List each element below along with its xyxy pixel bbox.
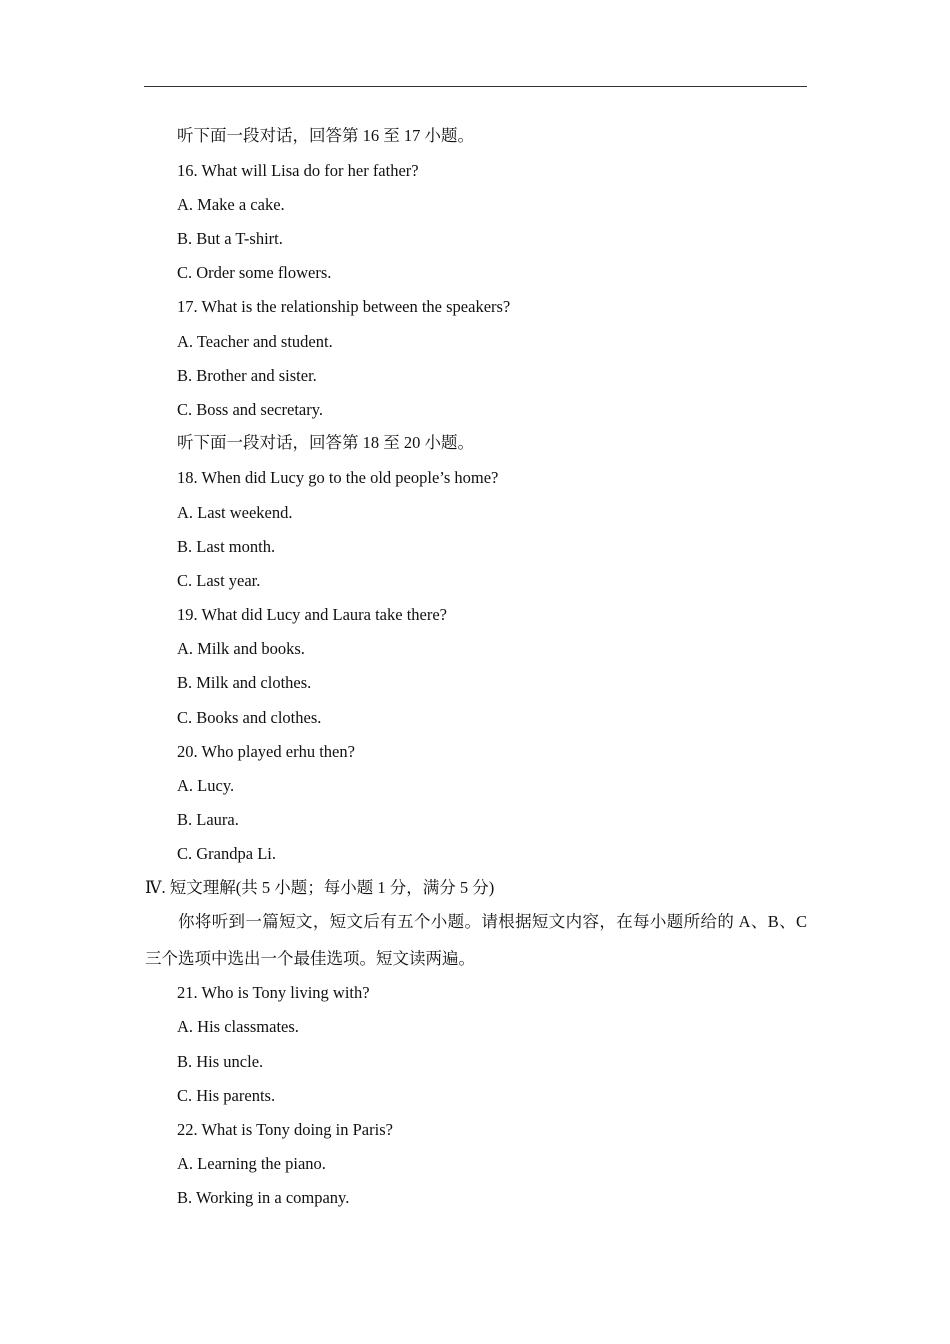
option-20-b: B. Laura. bbox=[177, 810, 239, 829]
option-17-b: B. Brother and sister. bbox=[177, 366, 317, 385]
option-22-b: B. Working in a company. bbox=[177, 1188, 350, 1207]
option-18-a: A. Last weekend. bbox=[177, 503, 293, 522]
question-18: 18. When did Lucy go to the old people’s home? bbox=[177, 468, 499, 487]
option-21-b: B. His uncle. bbox=[177, 1052, 264, 1071]
option-21-a: A. His classmates. bbox=[177, 1017, 299, 1036]
option-20-a: A. Lucy. bbox=[177, 776, 235, 795]
option-19-c: C. Books and clothes. bbox=[177, 708, 322, 727]
question-21: 21. Who is Tony living with? bbox=[177, 983, 370, 1002]
header-rule bbox=[144, 86, 807, 87]
option-20-c: C. Grandpa Li. bbox=[177, 844, 276, 863]
question-20: 20. Who played erhu then? bbox=[177, 742, 355, 761]
option-18-c: C. Last year. bbox=[177, 571, 261, 590]
option-16-a: A. Make a cake. bbox=[177, 195, 285, 214]
question-19: 19. What did Lucy and Laura take there? bbox=[177, 605, 447, 624]
option-22-a: A. Learning the piano. bbox=[177, 1154, 326, 1173]
option-19-a: A. Milk and books. bbox=[177, 639, 305, 658]
question-16: 16. What will Lisa do for her father? bbox=[177, 161, 419, 180]
option-17-c: C. Boss and secretary. bbox=[177, 400, 324, 419]
option-16-b: B. But a T-shirt. bbox=[177, 229, 283, 248]
option-18-b: B. Last month. bbox=[177, 537, 276, 556]
section-instructions: 你将听到一篇短文，短文后有五个小题。请根据短文内容，在每小题所给的 A、B、C 三个选项中选出一个最佳选项。短文读两遍。 bbox=[145, 912, 807, 968]
option-19-b: B. Milk and clothes. bbox=[177, 673, 312, 692]
question-17: 17. What is the relationship between the speakers? bbox=[177, 297, 511, 316]
section-heading: Ⅳ. 短文理解(共 5 小题；每小题 1 分，满分 5 分) bbox=[145, 878, 495, 897]
option-21-c: C. His parents. bbox=[177, 1086, 276, 1105]
question-22: 22. What is Tony doing in Paris? bbox=[177, 1120, 393, 1139]
dialogue-intro-16-17: 听下面一段对话，回答第 16 至 17 小题。 bbox=[177, 126, 474, 145]
option-16-c: C. Order some flowers. bbox=[177, 263, 332, 282]
option-17-a: A. Teacher and student. bbox=[177, 332, 333, 351]
dialogue-intro-18-20: 听下面一段对话，回答第 18 至 20 小题。 bbox=[177, 433, 474, 452]
